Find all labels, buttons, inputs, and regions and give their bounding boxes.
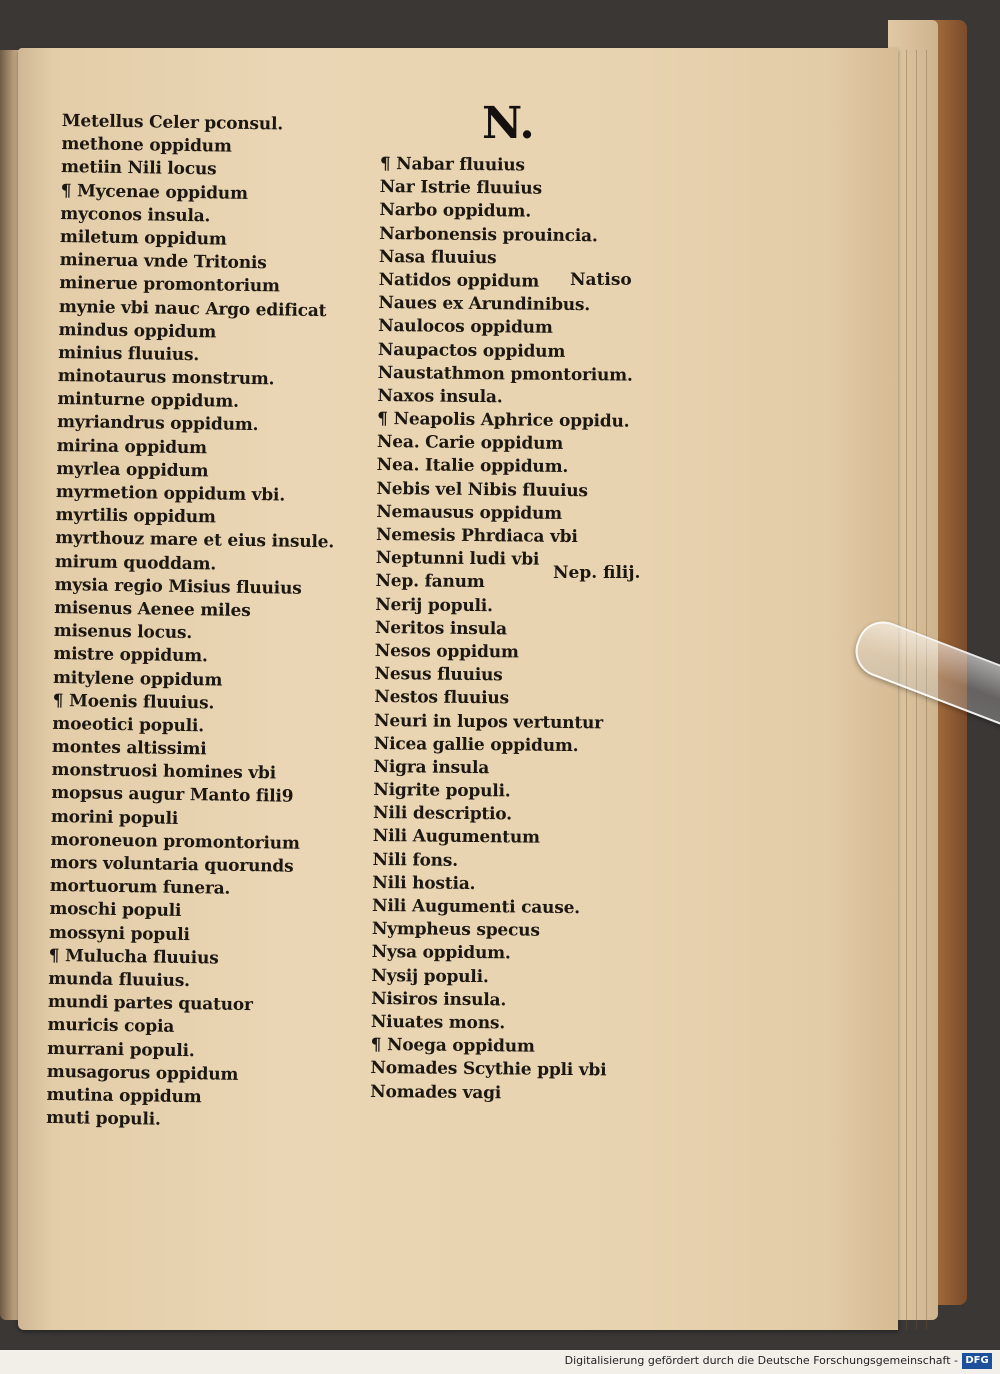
index-column-left	[46, 110, 341, 1135]
index-entry: minturne oppidum.	[57, 389, 239, 413]
index-entry: myrlea oppidum	[56, 458, 209, 482]
index-entry: mortuorum funera.	[49, 876, 231, 899]
index-entry: Nili Augumenti cause.	[372, 895, 581, 919]
index-entry: Natidos oppidum	[378, 269, 540, 292]
index-entry: Niuates mons.	[370, 1011, 506, 1034]
index-entry: Metellus Celer pconsul.	[61, 110, 284, 135]
index-entry: muti populi.	[46, 1107, 161, 1130]
index-entry: mors voluntaria quorunds	[50, 852, 294, 877]
index-entry: minerua vnde Tritonis	[59, 250, 267, 274]
index-entry: ¶ Mulucha fluuius	[48, 945, 219, 969]
index-entry: Nili fons.	[372, 849, 459, 871]
index-entry: mysia regio Misius fluuius	[54, 574, 302, 599]
side-note-nep-filij: Nep. filij.	[553, 563, 641, 583]
index-entry: methone oppidum	[61, 134, 232, 157]
index-entry: misenus locus.	[53, 621, 193, 644]
index-entry: myconos insula.	[60, 203, 211, 227]
index-entry: ¶ Moenis fluuius.	[52, 690, 215, 714]
index-entry: musagorus oppidum	[46, 1061, 239, 1085]
index-entry: mopsus augur Manto fili9	[51, 783, 294, 808]
index-entry: Naxos insula.	[377, 385, 503, 408]
index-entry: moroneuon promontorium	[50, 829, 300, 854]
index-entry: Nemausus oppidum	[376, 501, 563, 524]
index-entry: Nysij populi.	[371, 965, 489, 987]
index-entry: mistre oppidum.	[53, 644, 208, 667]
index-entry: morini populi	[50, 806, 179, 829]
index-entry: montes altissimi	[51, 736, 207, 760]
index-entry: Nisiros insula.	[371, 988, 507, 1011]
index-entry: Naulocos oppidum	[378, 316, 553, 339]
index-entry: minius fluuius.	[58, 342, 200, 366]
index-entry: misenus Aenee miles	[54, 597, 251, 621]
index-entry: Narbonensis prouincia.	[379, 223, 598, 246]
index-entry: Neptunni ludi vbi	[375, 548, 540, 570]
index-entry: Nea. Carie oppidum	[376, 432, 564, 455]
section-letter: N.	[482, 98, 535, 149]
index-entry: Nesos oppidum	[374, 640, 519, 663]
index-entry: Nili hostia.	[372, 872, 476, 894]
index-entry: Nesus fluuius	[374, 664, 503, 686]
index-entry: minotaurus monstrum.	[57, 366, 275, 390]
index-entry: mutina oppidum	[46, 1084, 202, 1108]
digitization-credit: Digitalisierung gefördert durch die Deutsche Forschungsgemeinschaft -	[564, 1354, 958, 1367]
index-entry: Naupactos oppidum	[377, 339, 566, 362]
index-entry: Nemesis Phrdiaca vbi	[375, 524, 578, 548]
footer-bar	[0, 1350, 1000, 1374]
index-entry: Nigrite populi.	[373, 780, 511, 802]
index-entry: mynie vbi nauc Argo edificat	[58, 296, 327, 321]
index-entry: Nea. Italie oppidum.	[376, 455, 569, 478]
index-entry: metiin Nili locus	[60, 157, 217, 180]
index-entry: Nestos fluuius	[374, 687, 510, 709]
index-entry: myrtilis oppidum	[55, 505, 216, 528]
index-entry: mossyni populi	[48, 922, 190, 945]
index-entry: Nicea gallie oppidum.	[373, 733, 579, 756]
index-entry: Nebis vel Nibis fluuius	[376, 478, 588, 501]
index-entry: Naustathmon pmontorium.	[377, 362, 633, 386]
index-entry: ¶ Noega oppidum	[370, 1035, 535, 1057]
index-entry: Nili descriptio.	[372, 803, 513, 825]
index-entry: Nomades Scythie ppli vbi	[370, 1058, 607, 1081]
index-entry: munda fluuius.	[48, 968, 191, 992]
index-entry: mirum quoddam.	[54, 551, 217, 575]
index-entry: Nerij populi.	[375, 594, 493, 616]
index-entry: Nomades vagi	[370, 1081, 502, 1103]
index-entry: monstruosi homines vbi	[51, 760, 277, 784]
index-entry: moschi populi	[49, 899, 182, 922]
index-entry: Nili Augumentum	[372, 826, 540, 849]
index-entry: Nep. fanum	[375, 571, 485, 593]
index-entry: ¶ Neapolis Aphrice oppidu.	[377, 409, 630, 432]
index-entry: myriandrus oppidum.	[56, 412, 259, 436]
index-entry: Nasa fluuius	[378, 246, 497, 268]
index-entry: minerue promontorium	[59, 273, 280, 297]
index-entry: ¶ Mycenae oppidum	[60, 180, 248, 204]
index-column-right	[370, 153, 635, 1106]
index-entry: myrthouz mare et eius insule.	[55, 528, 335, 553]
index-entry: Nar Istrie fluuius	[379, 177, 542, 199]
index-entry: moeotici populi.	[52, 713, 205, 737]
index-entry: muricis copia	[47, 1015, 175, 1038]
index-entry: Narbo oppidum.	[379, 200, 532, 222]
index-entry: Nigra insula	[373, 756, 490, 779]
index-entry: ¶ Nabar fluuius	[379, 153, 525, 176]
index-entry: miletum oppidum	[59, 226, 227, 250]
dfg-logo[interactable]: DFG	[962, 1353, 992, 1369]
index-entry: mindus oppidum	[58, 319, 217, 343]
index-entry: Neritos insula	[374, 617, 508, 640]
index-entry: mitylene oppidum	[52, 667, 223, 691]
index-entry: mundi partes quatuor	[47, 992, 253, 1016]
index-entry: Nympheus specus	[371, 919, 540, 941]
index-entry: Nysa oppidum.	[371, 942, 511, 964]
index-entry: mirina oppidum	[56, 435, 208, 458]
index-entry: myrmetion oppidum vbi.	[55, 481, 286, 506]
index-entry: Neuri in lupos vertuntur	[373, 710, 604, 733]
index-entry: murrani populi.	[47, 1038, 195, 1061]
index-entry: Naues ex Arundinibus.	[378, 293, 591, 316]
side-note-natiso: Natiso	[570, 270, 632, 290]
